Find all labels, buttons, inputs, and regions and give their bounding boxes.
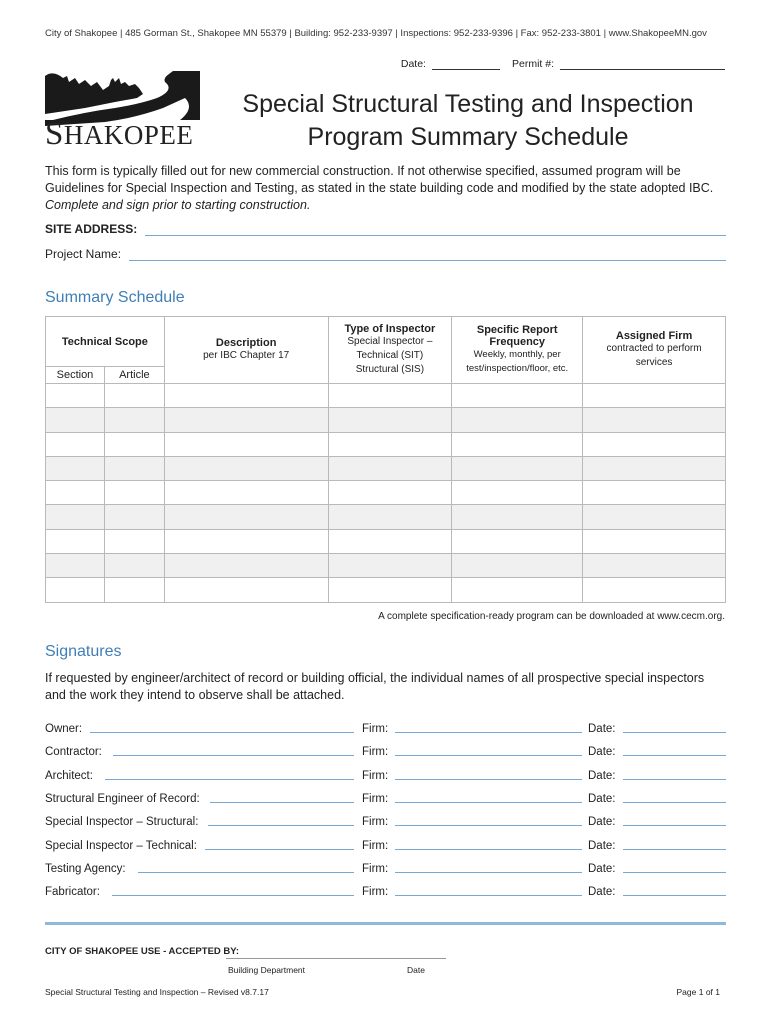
cell-assigned-firm[interactable] bbox=[583, 554, 726, 578]
signatures-heading: Signatures bbox=[45, 643, 122, 660]
cell-type-inspector[interactable] bbox=[328, 456, 452, 480]
date-label: Date: bbox=[588, 746, 616, 759]
signature-name-input[interactable] bbox=[112, 895, 354, 896]
signature-name-input[interactable] bbox=[208, 825, 354, 826]
cell-type-inspector[interactable] bbox=[328, 481, 452, 505]
cell-section[interactable] bbox=[46, 456, 105, 480]
footer-page-number: Page 1 of 1 bbox=[676, 987, 720, 997]
intro-text: This form is typically filled out for new commercial construction. If not otherwise specified, assumed program will be Guidelines for Special Inspection and Testing, as stated in the state building code and modified by the state adopted IBC. bbox=[45, 164, 714, 195]
page-title bbox=[210, 88, 726, 154]
col-type-inspector: Type of Inspector Special Inspector – Technical (SIT) Structural (SIS) bbox=[328, 317, 452, 384]
firm-input[interactable] bbox=[395, 732, 582, 733]
cell-type-inspector[interactable] bbox=[328, 432, 452, 456]
logo-wordmark-rest: HAKOPEE bbox=[63, 120, 194, 150]
firm-label: Firm: bbox=[362, 792, 389, 805]
cell-description[interactable] bbox=[164, 505, 328, 529]
table-row bbox=[46, 505, 726, 529]
firm-label: Firm: bbox=[362, 769, 389, 782]
cell-type-inspector[interactable] bbox=[328, 554, 452, 578]
signature-label: Fabricator: bbox=[45, 886, 100, 899]
logo-initial: S bbox=[45, 116, 64, 152]
signature-name-input[interactable] bbox=[210, 802, 354, 803]
firm-input[interactable] bbox=[395, 779, 582, 780]
intro-paragraph bbox=[45, 163, 730, 214]
firm-input[interactable] bbox=[395, 872, 582, 873]
cell-section[interactable] bbox=[46, 578, 105, 602]
download-note: A complete specification-ready program can be downloaded at www.cecm.org. bbox=[378, 611, 725, 622]
cell-section[interactable] bbox=[46, 481, 105, 505]
firm-label: Firm: bbox=[362, 723, 389, 735]
signature-row bbox=[45, 812, 726, 828]
cell-report-frequency[interactable] bbox=[452, 384, 583, 408]
firm-label: Firm: bbox=[362, 839, 389, 852]
cell-report-frequency[interactable] bbox=[452, 456, 583, 480]
table-row bbox=[46, 456, 726, 480]
cell-article[interactable] bbox=[104, 456, 164, 480]
cell-description[interactable] bbox=[164, 529, 328, 553]
firm-input[interactable] bbox=[395, 849, 582, 850]
project-name-label: Project Name: bbox=[45, 247, 122, 261]
cell-assigned-firm[interactable] bbox=[583, 384, 726, 408]
signature-name-input[interactable] bbox=[113, 755, 354, 756]
cell-type-inspector[interactable] bbox=[328, 578, 452, 602]
cell-assigned-firm[interactable] bbox=[583, 505, 726, 529]
permit-input[interactable] bbox=[560, 59, 725, 70]
signature-row bbox=[45, 766, 726, 782]
site-address-label: SITE ADDRESS: bbox=[45, 222, 138, 236]
date-input[interactable] bbox=[623, 755, 726, 756]
cell-section[interactable] bbox=[46, 384, 105, 408]
signature-row bbox=[45, 719, 726, 735]
cell-assigned-firm[interactable] bbox=[583, 432, 726, 456]
cell-assigned-firm[interactable] bbox=[583, 529, 726, 553]
cell-section[interactable] bbox=[46, 554, 105, 578]
cell-report-frequency[interactable] bbox=[452, 432, 583, 456]
signature-name-input[interactable] bbox=[138, 872, 354, 873]
cell-report-frequency[interactable] bbox=[452, 578, 583, 602]
title-line-1: Special Structural Testing and Inspection bbox=[242, 90, 694, 118]
col-assigned-firm: Assigned Firm contracted to perform services bbox=[583, 317, 726, 384]
logo-wordmark bbox=[45, 116, 193, 153]
cell-description[interactable] bbox=[164, 481, 328, 505]
date-label: Date: bbox=[588, 816, 616, 829]
footer-revision: Special Structural Testing and Inspection – Revised v8.7.17 bbox=[45, 987, 269, 997]
cell-section[interactable] bbox=[46, 505, 105, 529]
signature-label: Testing Agency: bbox=[45, 862, 126, 875]
firm-label: Firm: bbox=[362, 816, 389, 829]
cell-type-inspector[interactable] bbox=[328, 505, 452, 529]
cell-description[interactable] bbox=[164, 384, 328, 408]
date-input[interactable] bbox=[623, 779, 726, 780]
date-label: Date: bbox=[588, 769, 616, 782]
cell-description[interactable] bbox=[164, 578, 328, 602]
intro-emphasis: Complete and sign prior to starting construction. bbox=[45, 198, 311, 212]
signature-label: Structural Engineer of Record: bbox=[45, 792, 200, 805]
signature-row bbox=[45, 789, 726, 805]
cell-article[interactable] bbox=[104, 408, 164, 432]
date-input[interactable] bbox=[623, 825, 726, 826]
date-input[interactable] bbox=[623, 802, 726, 803]
signature-row bbox=[45, 859, 726, 875]
cell-article[interactable] bbox=[104, 554, 164, 578]
cell-description[interactable] bbox=[164, 554, 328, 578]
signature-name-input[interactable] bbox=[90, 732, 354, 733]
firm-label: Firm: bbox=[362, 862, 389, 875]
date-input[interactable] bbox=[623, 872, 726, 873]
firm-label: Firm: bbox=[362, 746, 389, 759]
bottom-rule bbox=[45, 922, 726, 925]
date-label: Date: bbox=[588, 886, 616, 899]
table-row bbox=[46, 578, 726, 602]
signatures-intro: If requested by engineer/architect of record or building official, the individual names of all prospective special inspectors and the work they intend to observe shall be attached. bbox=[45, 671, 705, 702]
date-label: Date: bbox=[588, 723, 616, 735]
signature-label: Special Inspector – Structural: bbox=[45, 816, 199, 829]
cell-article[interactable] bbox=[104, 578, 164, 602]
signature-label: Architect: bbox=[45, 769, 93, 782]
date-label: Date: bbox=[588, 792, 616, 805]
table-row bbox=[46, 408, 726, 432]
cell-assigned-firm[interactable] bbox=[583, 456, 726, 480]
project-name-row bbox=[45, 247, 726, 261]
col-report-frequency: Specific Report Frequency Weekly, monthly, per test/inspection/floor, etc. bbox=[452, 317, 583, 384]
col-technical-scope: Technical Scope bbox=[46, 317, 165, 367]
cell-article[interactable] bbox=[104, 432, 164, 456]
cell-assigned-firm[interactable] bbox=[583, 408, 726, 432]
cell-article[interactable] bbox=[104, 481, 164, 505]
cell-type-inspector[interactable] bbox=[328, 529, 452, 553]
shakopee-logo bbox=[45, 68, 200, 153]
table-row bbox=[46, 384, 726, 408]
cell-report-frequency[interactable] bbox=[452, 408, 583, 432]
project-name-input[interactable] bbox=[129, 251, 726, 261]
firm-input[interactable] bbox=[395, 895, 582, 896]
contact-line: City of Shakopee | 485 Gorman St., Shakopee MN 55379 | Building: 952-233-9397 | Inspections: 952-233-9396 | Fax: 952-233-3801 | www.ShakopeeMN.gov bbox=[45, 28, 707, 39]
cell-report-frequency[interactable] bbox=[452, 505, 583, 529]
accepted-by-label: CITY OF SHAKOPEE USE - ACCEPTED BY: bbox=[45, 946, 240, 957]
signature-label: Owner: bbox=[45, 723, 83, 735]
site-address-input[interactable] bbox=[145, 226, 726, 236]
signature-name-input[interactable] bbox=[105, 779, 354, 780]
table-row bbox=[46, 481, 726, 505]
date-input[interactable] bbox=[432, 59, 500, 70]
signature-row bbox=[45, 882, 726, 898]
signature-label: Special Inspector – Technical: bbox=[45, 839, 197, 852]
date-label: Date: bbox=[588, 839, 616, 852]
firm-input[interactable] bbox=[395, 802, 582, 803]
date-input[interactable] bbox=[623, 895, 726, 896]
accepted-by-input[interactable] bbox=[226, 958, 446, 959]
signature-name-input[interactable] bbox=[205, 849, 354, 850]
signature-row bbox=[45, 742, 726, 758]
cell-description[interactable] bbox=[164, 456, 328, 480]
col-description: Description per IBC Chapter 17 bbox=[164, 317, 328, 384]
cell-section[interactable] bbox=[46, 408, 105, 432]
date-label: Date: bbox=[400, 58, 426, 70]
title-line-2: Program Summary Schedule bbox=[307, 123, 629, 151]
firm-input[interactable] bbox=[395, 755, 582, 756]
signature-row bbox=[45, 836, 726, 852]
date-input[interactable] bbox=[623, 732, 726, 733]
col-section: Section bbox=[46, 367, 105, 384]
cell-type-inspector[interactable] bbox=[328, 408, 452, 432]
signature-label: Contractor: bbox=[45, 746, 102, 759]
firm-input[interactable] bbox=[395, 825, 582, 826]
cell-section[interactable] bbox=[46, 529, 105, 553]
summary-table bbox=[45, 316, 726, 603]
summary-heading: Summary Schedule bbox=[45, 289, 185, 306]
cell-report-frequency[interactable] bbox=[452, 554, 583, 578]
site-address-row bbox=[45, 222, 726, 236]
cell-article[interactable] bbox=[104, 384, 164, 408]
table-row bbox=[46, 432, 726, 456]
cell-description[interactable] bbox=[164, 432, 328, 456]
date-permit-fields bbox=[401, 58, 725, 70]
cell-assigned-firm[interactable] bbox=[583, 481, 726, 505]
firm-label: Firm: bbox=[362, 886, 389, 899]
cell-description[interactable] bbox=[164, 408, 328, 432]
cell-article[interactable] bbox=[104, 529, 164, 553]
cell-article[interactable] bbox=[104, 505, 164, 529]
acceptance-date-label: Date bbox=[407, 965, 425, 975]
cell-report-frequency[interactable] bbox=[452, 481, 583, 505]
table-row bbox=[46, 554, 726, 578]
table-row bbox=[46, 529, 726, 553]
date-input[interactable] bbox=[623, 849, 726, 850]
cell-assigned-firm[interactable] bbox=[583, 578, 726, 602]
col-article: Article bbox=[104, 367, 164, 384]
building-department-label: Building Department bbox=[228, 965, 306, 975]
cell-type-inspector[interactable] bbox=[328, 384, 452, 408]
cell-section[interactable] bbox=[46, 432, 105, 456]
date-label: Date: bbox=[588, 862, 616, 875]
cell-report-frequency[interactable] bbox=[452, 529, 583, 553]
permit-label: Permit #: bbox=[511, 58, 554, 70]
